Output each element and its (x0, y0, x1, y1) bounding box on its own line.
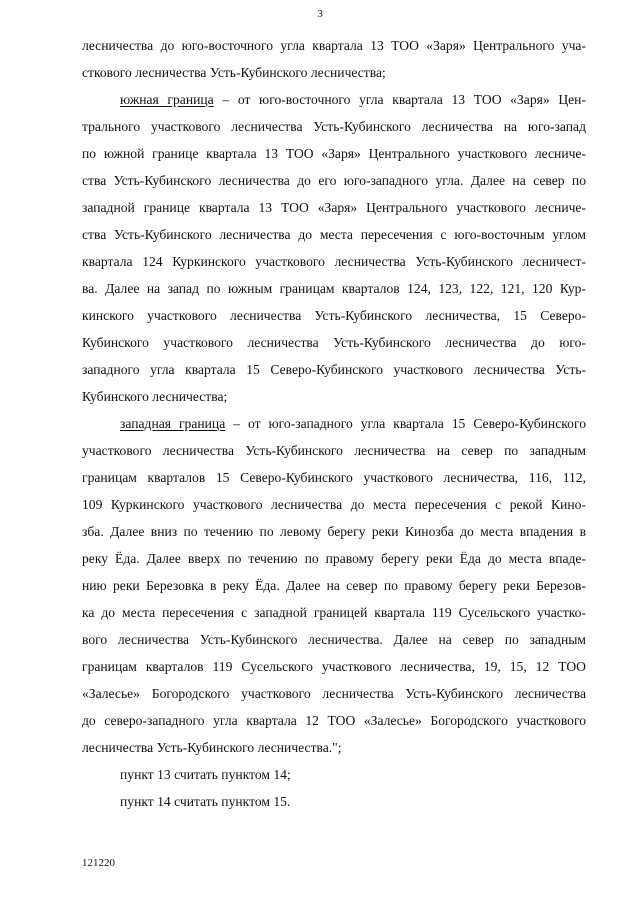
text-line: зба. Далее вниз по течению по левому берегу реки Кинозба до места впадения в (82, 524, 586, 539)
page-number: 3 (317, 8, 323, 20)
text-line: ва. Далее на запад по южным границам кварталов 124, 123, 122, 121, 120 Кур- (82, 281, 586, 296)
text-line: до северо-западного угла квартала 12 ТОО «Залесье» Богородского участкового (82, 713, 586, 728)
text-line: реку Ёда. Далее вверх по течению по правому берегу реки Ёда до места впаде- (82, 551, 586, 566)
text-line: – от юго-восточного угла квартала 13 ТОО «Заря» Цен- (213, 92, 586, 107)
paragraph-first-line (120, 416, 586, 432)
text-line: Кубинского лесничества; (82, 389, 228, 404)
text-line: западной границе квартала 13 ТОО «Заря» Центрального участкового лесниче- (82, 200, 586, 215)
text-line: «Залесье» Богородского участкового лесничества Усть-Кубинского лесничества (82, 686, 586, 701)
text-line: – от юго-западного угла квартала 15 Северо-Кубинского (225, 416, 586, 431)
text-line: пункт 14 считать пунктом 15. (120, 794, 291, 809)
text-line: 109 Куркинского участкового лесничества до места пересечения с рекой Кино- (82, 497, 586, 512)
south-boundary-heading: южная граница (120, 92, 214, 107)
text-line: ка до места пересечения с западной границей квартала 119 Сусельского участко- (82, 605, 586, 620)
text-line: лесничества до юго-восточного угла квартала 13 ТОО «Заря» Центрального уча- (82, 38, 586, 53)
text-line: вого лесничества Усть-Кубинского лесничества. Далее на север по западным (82, 632, 586, 647)
text-line: кинского участкового лесничества Усть-Кубинского лесничества, 15 Северо- (82, 308, 586, 323)
text-line: ства Усть-Кубинского лесничества до его юго-западного угла. Далее на север по (82, 173, 586, 188)
document-code: 121220 (82, 857, 115, 869)
text-line: пункт 13 считать пунктом 14; (120, 767, 291, 782)
text-line: Кубинского участкового лесничества Усть-Кубинского лесничества до юго- (82, 335, 586, 350)
text-line: участкового лесничества Усть-Кубинского лесничества на север по западным (82, 443, 586, 458)
text-line: сткового лесничества Усть-Кубинского лесничества; (82, 65, 386, 80)
west-boundary-heading: западная граница (120, 416, 226, 431)
paragraph-first-line (120, 92, 586, 108)
text-line: по южной границе квартала 13 ТОО «Заря» Центрального участкового лесниче- (82, 146, 586, 161)
text-line: лесничества Усть-Кубинского лесничества."; (82, 740, 342, 755)
text-line: границам кварталов 15 Северо-Кубинского участкового лесничества, 116, 112, (82, 470, 586, 485)
text-line: трального участкового лесничества Усть-Кубинского лесничества на юго-запад (82, 119, 586, 134)
text-line: ства Усть-Кубинского лесничества до места пересечения с юго-восточным углом (82, 227, 586, 242)
text-line: нию реки Березовка в реку Ёда. Далее на север по правому берегу реки Березов- (82, 578, 586, 593)
text-line: границам кварталов 119 Сусельского участкового лесничества, 19, 15, 12 ТОО (82, 659, 586, 674)
text-line: квартала 124 Куркинского участкового лесничества Усть-Кубинского лесничест- (82, 254, 586, 269)
text-line: западного угла квартала 15 Северо-Кубинского участкового лесничества Усть- (82, 362, 586, 377)
